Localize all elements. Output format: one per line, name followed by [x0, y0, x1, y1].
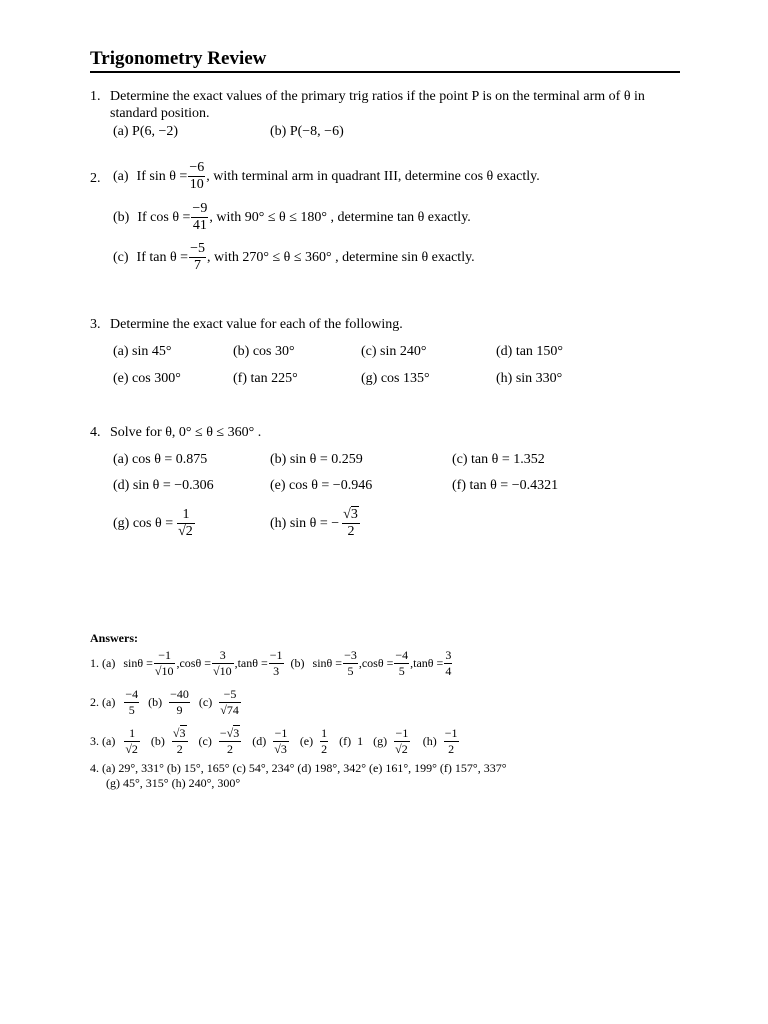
q2-part-a — [113, 160, 540, 193]
a2-b-num: −40 — [170, 687, 189, 701]
q1-number: 1. — [90, 89, 101, 104]
q4g-fraction — [177, 507, 195, 540]
a1-bsin-num: −3 — [344, 648, 357, 662]
answer-1 — [90, 648, 453, 679]
a2-c-fraction — [219, 687, 241, 718]
a3-a-radicand: 2 — [131, 742, 138, 756]
a1-bsin-pre: sinθ = — [312, 656, 343, 670]
q4h-denominator: 2 — [342, 523, 360, 540]
a2-c-num: −5 — [223, 687, 237, 701]
a1-cos-num: 3 — [219, 648, 226, 662]
q4-part-h — [270, 507, 361, 540]
a1-cos-radicand: 10 — [219, 664, 232, 678]
a1-tan-den: 3 — [269, 663, 284, 679]
q2a-label: (a) — [113, 168, 129, 184]
sqrt-symbol: √2 — [178, 524, 193, 539]
q2-number: 2. — [90, 171, 101, 186]
q3-item: (c) sin 240° — [361, 344, 427, 359]
a3-g-fraction — [394, 726, 410, 757]
a1-btan-fraction — [444, 648, 452, 679]
a3-e-den: 2 — [321, 742, 328, 756]
a1-tan-fraction — [269, 648, 284, 679]
a2-a-num: −4 — [125, 687, 139, 701]
a1-label: 1. (a) — [90, 656, 116, 670]
sqrt-symbol: √3 — [274, 742, 287, 756]
a3-d-den — [273, 741, 289, 757]
q2a-post: , with terminal arm in quadrant III, determine cos θ exactly. — [206, 168, 540, 184]
q4-item: (b) sin θ = 0.259 — [270, 452, 363, 467]
q2a-denominator: 10 — [189, 177, 204, 192]
q2b-pre: If cos θ = — [137, 209, 191, 225]
a1-sin-fraction — [154, 648, 176, 679]
q2b-fraction — [191, 201, 208, 234]
q4h-numerator — [342, 507, 360, 523]
q1-text-line2: standard position. — [110, 106, 210, 121]
q1-part-a: (a) P(6, −2) — [113, 124, 179, 139]
q2b-numerator: −9 — [192, 201, 208, 216]
q3-item: (a) sin 45° — [113, 344, 172, 359]
q4-item: (c) tan θ = 1.352 — [452, 452, 545, 467]
a2-a-fraction — [124, 687, 139, 718]
q4-number: 4. — [90, 425, 101, 440]
q4g-radicand: 2 — [185, 524, 193, 539]
q3-item: (f) tan 225° — [233, 371, 298, 386]
q2b-post: , with 90° ≤ θ ≤ 180° , determine tan θ exactly. — [209, 209, 471, 225]
answer-4-line2: (g) 45°, 315° (h) 240°, 300° — [106, 776, 241, 790]
a2-c-den — [219, 702, 241, 718]
q4g-denominator — [177, 523, 195, 540]
a3-e-fraction — [320, 726, 328, 757]
sqrt-symbol: √74 — [220, 703, 239, 717]
a3-b-num — [172, 726, 188, 741]
a2-b-den: 9 — [169, 702, 190, 718]
a3-d-fraction — [273, 726, 289, 757]
q4-item: (d) sin θ = −0.306 — [113, 478, 214, 493]
a3-c-den: 2 — [219, 741, 241, 757]
q4g-numerator: 1 — [182, 507, 190, 522]
a3-b-fraction — [172, 726, 188, 757]
a1-bcos-den: 5 — [394, 663, 409, 679]
a3-h-label: (h) — [422, 734, 437, 748]
a1-bcos-fraction — [394, 648, 409, 679]
q2-part-b — [113, 201, 471, 234]
a3-h-den: 2 — [444, 741, 459, 757]
a1-btan-pre: ,tanθ = — [410, 656, 444, 670]
a1-bsin-fraction — [343, 648, 358, 679]
a3-label: 3. (a) — [90, 734, 116, 748]
sqrt-symbol: √2 — [125, 742, 138, 756]
q2c-post: , with 270° ≤ θ ≤ 360° , determine sin θ exactly. — [206, 249, 475, 265]
q2b-label: (b) — [113, 209, 130, 225]
q3-item: (e) cos 300° — [113, 371, 181, 386]
a3-h-num: −1 — [444, 726, 458, 740]
q2-part-c — [113, 241, 475, 274]
answer-3 — [90, 726, 460, 757]
a1-btan-den: 4 — [445, 664, 452, 678]
a3-g-num: −1 — [395, 726, 409, 740]
q2c-fraction — [189, 241, 206, 274]
q2a-pre: If sin θ = — [136, 168, 188, 184]
q1-part-b: (b) P(−8, −6) — [270, 124, 344, 139]
a1-sin-radicand: 10 — [161, 664, 174, 678]
a3-f-value: 1 — [357, 734, 364, 748]
q4h-fraction — [342, 507, 360, 540]
a1-cos-fraction — [212, 648, 234, 679]
title-underline — [90, 71, 680, 73]
a3-g-den — [394, 741, 410, 757]
sqrt-symbol: √3 — [343, 507, 358, 522]
q4-item: (f) tan θ = −0.4321 — [452, 478, 559, 493]
q2c-denominator: 7 — [189, 257, 206, 274]
q3-number: 3. — [90, 317, 101, 332]
a1-tan-num: −1 — [269, 648, 283, 662]
q4-text: Solve for θ, 0° ≤ θ ≤ 360° . — [110, 425, 262, 440]
a3-c-fraction — [219, 726, 241, 757]
a2-c-radicand: 74 — [226, 703, 239, 717]
a2-b-label: (b) — [148, 695, 163, 709]
sqrt-symbol: √10 — [212, 664, 232, 678]
a3-b-radicand: 3 — [179, 726, 186, 740]
q3-item: (d) tan 150° — [496, 344, 564, 359]
q1-text-line1: Determine the exact values of the primary trig ratios if the point P is on the terminal arm of θ in — [110, 89, 645, 104]
q2a-numerator: −6 — [189, 160, 205, 175]
a3-g-radicand: 2 — [401, 742, 408, 756]
answers-heading: Answers: — [90, 631, 138, 645]
a1-bcos-num: −4 — [395, 648, 409, 662]
a1-btan-num: 3 — [445, 648, 452, 662]
a3-c-num — [219, 726, 241, 741]
a3-g-label: (g) — [373, 734, 388, 748]
a3-c-minus: − — [219, 726, 227, 740]
a3-d-num: −1 — [274, 726, 288, 740]
sqrt-symbol: √10 — [154, 664, 174, 678]
a1-sin-num: −1 — [158, 648, 172, 662]
a1-sin-pre: sinθ = — [123, 656, 153, 670]
sqrt-symbol: √2 — [395, 742, 408, 756]
a1-cos-pre: ,cosθ = — [176, 656, 211, 670]
q3-item: (b) cos 30° — [233, 344, 295, 359]
a1-sin-den — [154, 663, 176, 679]
q3-item: (h) sin 330° — [496, 371, 563, 386]
a3-a-fraction — [124, 726, 140, 757]
a2-label: 2. (a) — [90, 695, 116, 709]
a3-b-label: (b) — [150, 734, 165, 748]
a3-f-label: (f) — [339, 734, 352, 748]
a3-h-fraction — [444, 726, 459, 757]
a3-c-radicand: 3 — [233, 726, 240, 740]
a1-bsin-den: 5 — [343, 663, 358, 679]
a2-c-label: (c) — [198, 695, 213, 709]
a1-cos-den — [212, 663, 234, 679]
a1-b-label: (b) — [290, 656, 305, 670]
q4-part-g — [113, 507, 196, 540]
q3-item: (g) cos 135° — [361, 371, 430, 386]
answer-2 — [90, 687, 242, 718]
q2b-denominator: 41 — [192, 218, 207, 233]
a3-e-num: 1 — [321, 726, 328, 740]
a3-d-radicand: 3 — [280, 742, 287, 756]
page-title: Trigonometry Review — [90, 48, 267, 69]
a3-e-label: (e) — [299, 734, 314, 748]
q4-item: (e) cos θ = −0.946 — [270, 478, 373, 493]
q4h-pre: (h) sin θ = − — [270, 515, 340, 531]
q2c-numerator: −5 — [190, 241, 205, 256]
a2-a-den: 5 — [124, 702, 139, 718]
a3-b-den: 2 — [172, 741, 188, 757]
a1-bcos-pre: ,cosθ = — [358, 656, 394, 670]
a3-d-label: (d) — [252, 734, 267, 748]
q2c-label: (c) — [113, 249, 129, 265]
a2-b-fraction — [169, 687, 190, 718]
a3-a-den — [124, 741, 140, 757]
q4g-pre: (g) cos θ = — [113, 515, 174, 531]
answer-4-line1: 4. (a) 29°, 331° (b) 15°, 165° (c) 54°, 234° (d) 198°, 342° (e) 161°, 199° (f) 157°, 337° — [90, 761, 507, 775]
q4-item: (a) cos θ = 0.875 — [113, 452, 208, 467]
q4h-radicand: 3 — [350, 507, 358, 522]
q2a-fraction — [188, 160, 205, 193]
a3-a-num: 1 — [129, 726, 136, 740]
q2c-pre: If tan θ = — [136, 249, 189, 265]
a1-tan-pre: ,tanθ = — [234, 656, 268, 670]
a3-c-label: (c) — [198, 734, 212, 748]
sqrt-symbol: √3 — [226, 726, 240, 740]
q3-text: Determine the exact value for each of the following. — [110, 317, 403, 332]
sqrt-symbol: √3 — [172, 726, 186, 740]
